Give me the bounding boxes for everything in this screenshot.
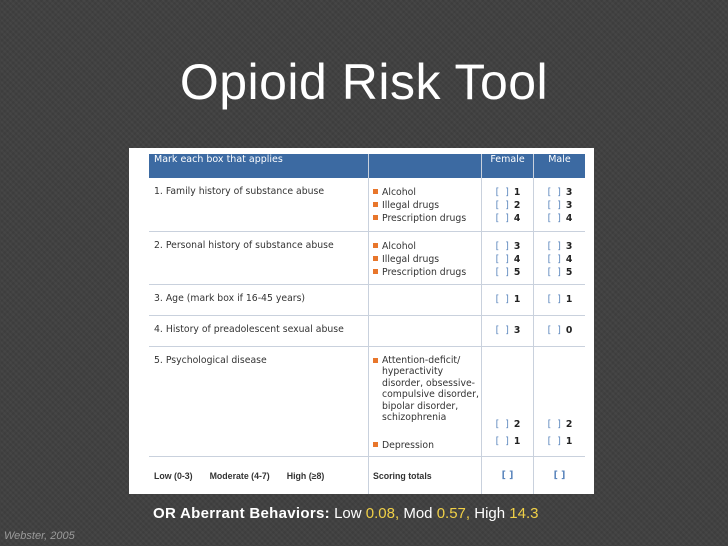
scoring-totals-label: Scoring totals	[369, 456, 482, 494]
section-preadolescent-abuse	[149, 315, 585, 346]
orange-square-bullet-icon	[373, 256, 378, 261]
section-personal-history	[149, 231, 585, 284]
section-label: 2. Personal history of substance abuse	[149, 231, 369, 284]
section-items	[369, 284, 482, 315]
section-label: 5. Psychological disease	[149, 346, 369, 456]
header-instruction: Mark each box that applies	[149, 154, 369, 178]
female-checkbox[interactable]: [ ] 5	[495, 266, 521, 278]
male-checkbox[interactable]: [ ] 4	[547, 213, 573, 224]
female-total-box[interactable]: [ ]	[482, 456, 534, 494]
male-checkbox[interactable]: [ ] 3	[547, 240, 573, 252]
orange-square-bullet-icon	[373, 358, 378, 363]
orange-square-bullet-icon	[373, 215, 378, 220]
section-age	[149, 284, 585, 315]
male-scores	[534, 231, 586, 284]
male-checkbox[interactable]: [ ] 1	[547, 435, 573, 447]
list-item: Illegal drugs	[373, 253, 481, 266]
section-items	[369, 346, 482, 456]
source-credit: Webster, 2005	[4, 530, 75, 542]
female-scores	[482, 346, 534, 456]
risk-moderate-label: Moderate (4-7)	[209, 470, 270, 481]
orange-square-bullet-icon	[373, 442, 378, 447]
male-total-box[interactable]: [ ]	[553, 470, 566, 481]
orange-square-bullet-icon	[373, 189, 378, 194]
aberrant-high-label: High	[474, 505, 506, 522]
male-checkbox[interactable]: [ ] 3	[547, 187, 573, 198]
list-item: Alcohol	[373, 240, 481, 253]
header-middle	[369, 154, 482, 178]
male-scores	[534, 315, 586, 346]
male-checkbox[interactable]: [ ] 0	[547, 324, 573, 336]
section-items	[369, 178, 482, 231]
risk-high-label: High (≥8)	[286, 470, 325, 481]
female-checkbox[interactable]: [ ] 2	[495, 418, 521, 430]
slide-title: Opioid Risk Tool	[179, 54, 549, 110]
section-label: 4. History of preadolescent sexual abuse	[149, 315, 369, 346]
female-checkbox[interactable]: [ ] 2	[495, 200, 521, 211]
male-scores	[534, 178, 586, 231]
aberrant-low-label: Low	[334, 505, 362, 522]
table-header-row	[149, 154, 585, 178]
female-checkbox[interactable]: [ ] 3	[495, 324, 521, 336]
aberrant-high-value: 14.3	[509, 505, 539, 522]
header-female: Female	[482, 154, 534, 178]
header-male: Male	[534, 154, 586, 178]
section-family-history	[149, 178, 585, 231]
risk-low-label: Low (0-3)	[154, 470, 193, 481]
male-checkbox[interactable]: [ ] 5	[547, 266, 573, 278]
male-scores	[534, 284, 586, 315]
aberrant-mod-label: Mod	[403, 505, 433, 522]
section-label: 3. Age (mark box if 16-45 years)	[149, 284, 369, 315]
list-item: Prescription drugs	[373, 266, 481, 279]
female-checkbox[interactable]: [ ] 4	[495, 213, 521, 224]
female-scores	[482, 284, 534, 315]
male-checkbox[interactable]: [ ] 4	[547, 253, 573, 265]
female-checkbox[interactable]: [ ] 1	[495, 435, 521, 447]
list-item: Depression	[373, 439, 481, 452]
female-scores	[482, 315, 534, 346]
male-checkbox[interactable]: [ ] 2	[547, 418, 573, 430]
section-items	[369, 231, 482, 284]
list-item: Prescription drugs	[373, 212, 481, 225]
risk-levels	[149, 456, 369, 494]
section-label: 1. Family history of substance abuse	[149, 178, 369, 231]
risk-table	[149, 154, 585, 494]
table-footer-row	[149, 456, 585, 494]
orange-square-bullet-icon	[373, 243, 378, 248]
orange-square-bullet-icon	[373, 269, 378, 274]
orange-square-bullet-icon	[373, 202, 378, 207]
male-scores	[534, 346, 586, 456]
female-checkbox[interactable]: [ ] 3	[495, 240, 521, 252]
list-item: Alcohol	[373, 186, 481, 199]
section-psychological-disease	[149, 346, 585, 456]
aberrant-mod-value: 0.57,	[436, 505, 471, 522]
aberrant-behaviors-line	[153, 505, 538, 522]
list-item: Attention-deficit/ hyperactivity disorder, obsessive-compulsive disorder, bipolar disorder, schizophrenia	[373, 355, 481, 435]
female-checkbox[interactable]: [ ] 4	[495, 253, 521, 265]
section-items	[369, 315, 482, 346]
aberrant-lead: OR Aberrant Behaviors:	[153, 505, 330, 522]
list-item: Illegal drugs	[373, 199, 481, 212]
male-checkbox[interactable]: [ ] 3	[547, 200, 573, 211]
female-scores	[482, 178, 534, 231]
female-scores	[482, 231, 534, 284]
female-checkbox[interactable]: [ ] 1	[495, 293, 521, 305]
aberrant-low-value: 0.08,	[365, 505, 400, 522]
opioid-risk-tool-card	[129, 148, 594, 494]
female-checkbox[interactable]: [ ] 1	[495, 187, 521, 198]
male-checkbox[interactable]: [ ] 1	[547, 293, 573, 305]
